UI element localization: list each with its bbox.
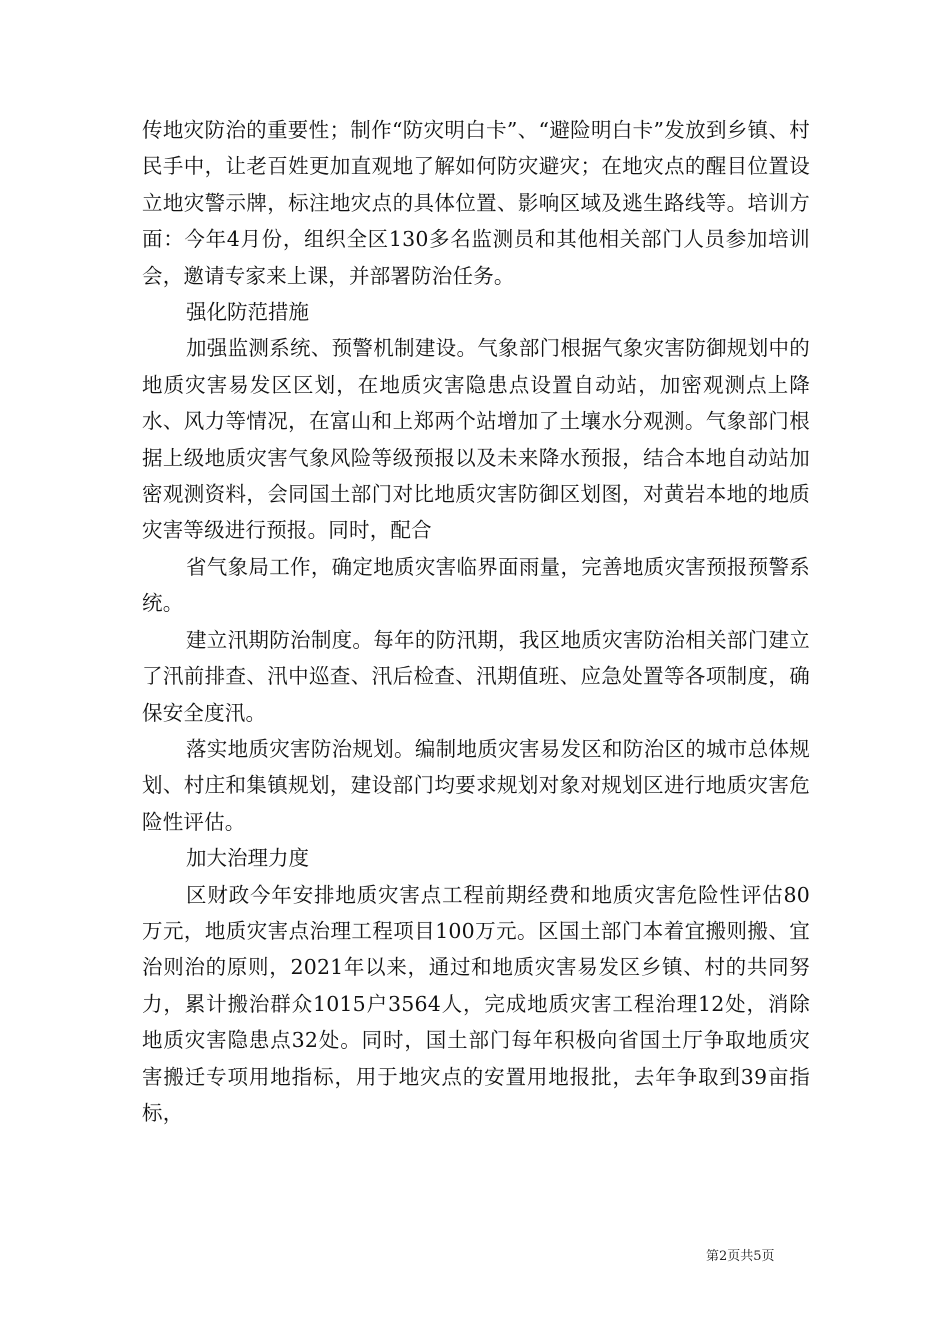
paragraph-planning: 落实地质灾害防治规划。编制地质灾害易发区和防治区的城市总体规划、村庄和集镇规划，建设部门均要求规划对象对规划区进行地质灾害危险性评估。 bbox=[142, 736, 810, 834]
paragraph-publicity-training: 传地灾防治的重要性；制作“防灾明白卡”、“避险明白卡”发放到乡镇、村民手中，让老百姓更加直观地了解如何防灾避灾；在地灾点的醒目位置设立地灾警示牌，标注地灾点的具体位置、影响区域及逃生路线等。培训方面：今年4月份，组织全区130多名监测员和其他相关部门人员参加培训会，邀请专家来上课，并部署防治任务。 bbox=[142, 118, 810, 288]
document-body bbox=[142, 112, 810, 1131]
paragraph-flood-season-system: 建立汛期防治制度。每年的防汛期，我区地质灾害防治相关部门建立了汛前排查、汛中巡查、汛后检查、汛期值班、应急处置等各项制度，确保安全度汛。 bbox=[142, 627, 810, 725]
page-number: 第2页共5页 bbox=[706, 1249, 775, 1264]
paragraph-provincial-cooperation: 省气象局工作，确定地质灾害临界面雨量，完善地质灾害预报预警系统。 bbox=[142, 554, 810, 616]
section-heading-governance: 加大治理力度 bbox=[186, 846, 309, 871]
paragraph-monitoring-warning: 加强监测系统、预警机制建设。气象部门根据气象灾害防御规划中的地质灾害易发区区划，在地质灾害隐患点设置自动站，加密观测点上降水、风力等情况，在富山和上郑两个站增加了土壤水分观测。气象部门根据上级地质灾害气象风险等级预报以及未来降水预报，结合本地自动站加密观测资料，会同国土部门对比地质灾害防御区划图，对黄岩本地的地质灾害等级进行预报。同时，配合 bbox=[142, 336, 810, 543]
paragraph-funding-relocation: 区财政今年安排地质灾害点工程前期经费和地质灾害危险性评估80万元，地质灾害点治理工程项目100万元。区国土部门本着宜搬则搬、宜治则治的原则，2021年以来，通过和地质灾害易发区乡镇、村的共同努力，累计搬治群众1015户3564人，完成地质灾害工程治理12处，消除地质灾害隐患点32处。同时，国土部门每年积极向省国土厅争取地质灾害搬迁专项用地指标，用于地灾点的安置用地报批，去年争取到39亩指标， bbox=[142, 882, 810, 1125]
section-heading-prevention: 强化防范措施 bbox=[186, 300, 309, 325]
